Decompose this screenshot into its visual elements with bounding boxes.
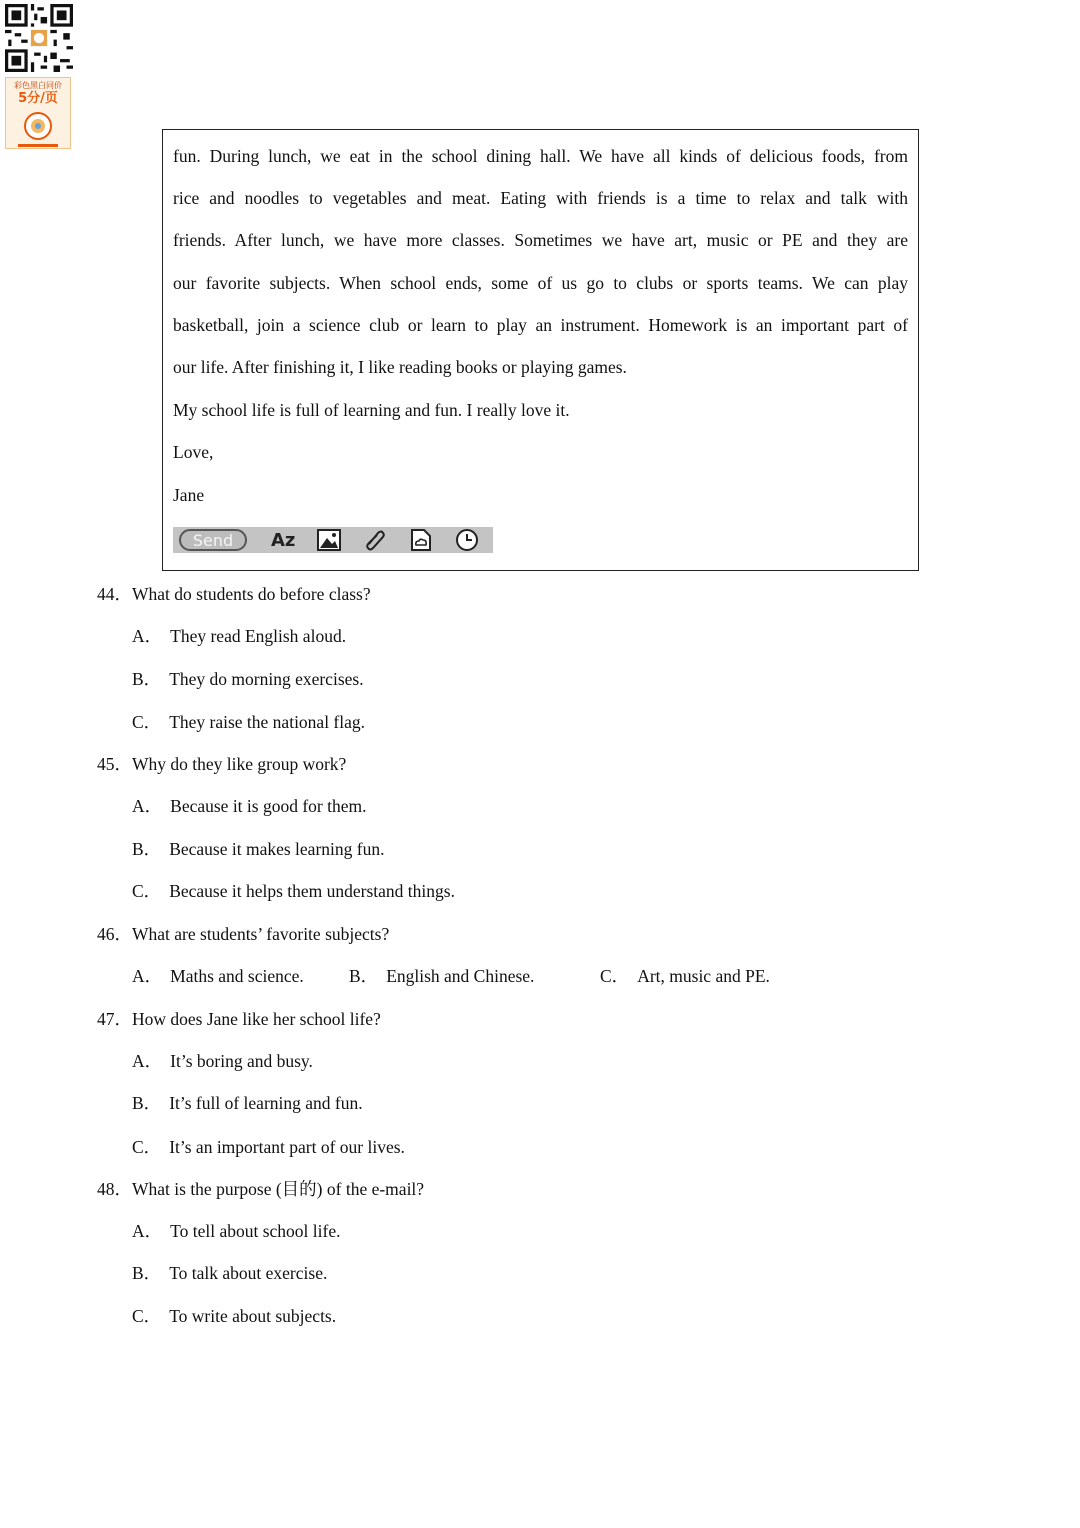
option-letter: C． bbox=[132, 712, 162, 732]
email-compose-box bbox=[162, 129, 919, 571]
question-text: What do students do before class? bbox=[132, 584, 371, 604]
option-letter: B． bbox=[132, 1263, 162, 1283]
email-toolbar bbox=[173, 527, 493, 553]
option-letter: A． bbox=[132, 796, 163, 816]
promo-line-1: 彩色黑白同价 bbox=[14, 81, 62, 90]
qr-code-image bbox=[5, 4, 73, 72]
option-text: They raise the national flag. bbox=[169, 712, 366, 732]
image-icon[interactable] bbox=[317, 528, 341, 552]
email-line: our life. After finishing it, I like reading books or playing games. bbox=[173, 357, 627, 377]
question-46 bbox=[97, 921, 389, 946]
option-44-b[interactable] bbox=[132, 666, 364, 691]
paperclip-icon[interactable] bbox=[363, 528, 387, 552]
email-line: rice and noodles to vegetables and meat. Eating with friends is a time to relax and talk with bbox=[173, 188, 908, 208]
badge-bar bbox=[18, 144, 58, 147]
option-letter: C． bbox=[600, 966, 630, 986]
send-button[interactable]: Send bbox=[179, 529, 247, 551]
question-number: 47． bbox=[97, 1009, 132, 1029]
option-48-a[interactable] bbox=[132, 1218, 340, 1243]
option-text: Because it helps them understand things. bbox=[169, 881, 455, 901]
question-number: 48． bbox=[97, 1179, 132, 1199]
option-letter: C． bbox=[132, 1306, 162, 1326]
option-48-b[interactable] bbox=[132, 1260, 327, 1285]
email-line: fun. During lunch, we eat in the school dining hall. We have all kinds of delicious foods, from bbox=[173, 146, 908, 166]
clock-icon[interactable] bbox=[455, 528, 479, 552]
option-text: Art, music and PE. bbox=[637, 966, 770, 986]
option-46-a[interactable] bbox=[132, 963, 304, 988]
email-signature: Jane bbox=[173, 485, 205, 505]
option-text: It’s boring and busy. bbox=[170, 1051, 313, 1071]
option-letter: A． bbox=[132, 1051, 163, 1071]
option-45-a[interactable] bbox=[132, 793, 367, 818]
option-letter: B． bbox=[132, 669, 162, 689]
question-47 bbox=[97, 1006, 381, 1031]
question-48 bbox=[97, 1176, 424, 1201]
option-44-a[interactable] bbox=[132, 623, 346, 648]
option-text: Because it makes learning fun. bbox=[169, 839, 385, 859]
question-text: What are students’ favorite subjects? bbox=[132, 924, 390, 944]
option-letter: A． bbox=[132, 626, 163, 646]
option-letter: B． bbox=[349, 966, 379, 986]
promo-line-2: 5分/页 bbox=[18, 91, 58, 106]
option-text: English and Chinese. bbox=[386, 966, 535, 986]
option-text: To write about subjects. bbox=[169, 1306, 337, 1326]
email-line: basketball, join a science club or learn to play an instrument. Homework is an important part of bbox=[173, 315, 908, 335]
option-letter: C． bbox=[132, 881, 162, 901]
font-format-button[interactable]: Az bbox=[271, 529, 296, 551]
option-letter: A． bbox=[132, 1221, 163, 1241]
question-text: How does Jane like her school life? bbox=[132, 1009, 381, 1029]
option-text: Because it is good for them. bbox=[170, 796, 367, 816]
option-46-c[interactable] bbox=[600, 963, 770, 988]
option-45-b[interactable] bbox=[132, 836, 384, 861]
question-44 bbox=[97, 581, 371, 606]
option-letter: A． bbox=[132, 966, 163, 986]
option-text: They read English aloud. bbox=[170, 626, 347, 646]
option-text: They do morning exercises. bbox=[169, 669, 364, 689]
option-45-c[interactable] bbox=[132, 878, 455, 903]
email-closing: Love, bbox=[173, 442, 214, 462]
option-text: To talk about exercise. bbox=[169, 1263, 328, 1283]
option-47-a[interactable] bbox=[132, 1048, 313, 1073]
question-number: 44． bbox=[97, 584, 132, 604]
email-line: My school life is full of learning and fun. I really love it. bbox=[173, 400, 570, 420]
question-number: 46． bbox=[97, 924, 132, 944]
option-48-c[interactable] bbox=[132, 1303, 336, 1328]
option-text: It’s an important part of our lives. bbox=[169, 1137, 405, 1157]
option-letter: B． bbox=[132, 1093, 162, 1113]
option-text: Maths and science. bbox=[170, 966, 304, 986]
badge-seal-icon bbox=[23, 111, 53, 141]
question-text: What is the purpose (目的) of the e-mail? bbox=[132, 1179, 425, 1199]
question-number: 45． bbox=[97, 754, 132, 774]
cloud-file-icon[interactable] bbox=[409, 528, 433, 552]
option-text: To tell about school life. bbox=[170, 1221, 341, 1241]
email-line: our favorite subjects. When school ends, some of us go to clubs or sports teams. We can play bbox=[173, 273, 908, 293]
option-letter: C． bbox=[132, 1137, 162, 1157]
option-letter: B． bbox=[132, 839, 162, 859]
option-text: It’s full of learning and fun. bbox=[169, 1093, 363, 1113]
option-47-b[interactable] bbox=[132, 1090, 363, 1115]
email-line: friends. After lunch, we have more classes. Sometimes we have art, music or PE and they are bbox=[173, 230, 908, 250]
option-44-c[interactable] bbox=[132, 709, 365, 734]
question-text: Why do they like group work? bbox=[132, 754, 347, 774]
option-46-b[interactable] bbox=[349, 963, 534, 988]
option-47-c[interactable] bbox=[132, 1134, 405, 1159]
print-price-badge bbox=[5, 77, 71, 149]
question-45 bbox=[97, 751, 346, 776]
